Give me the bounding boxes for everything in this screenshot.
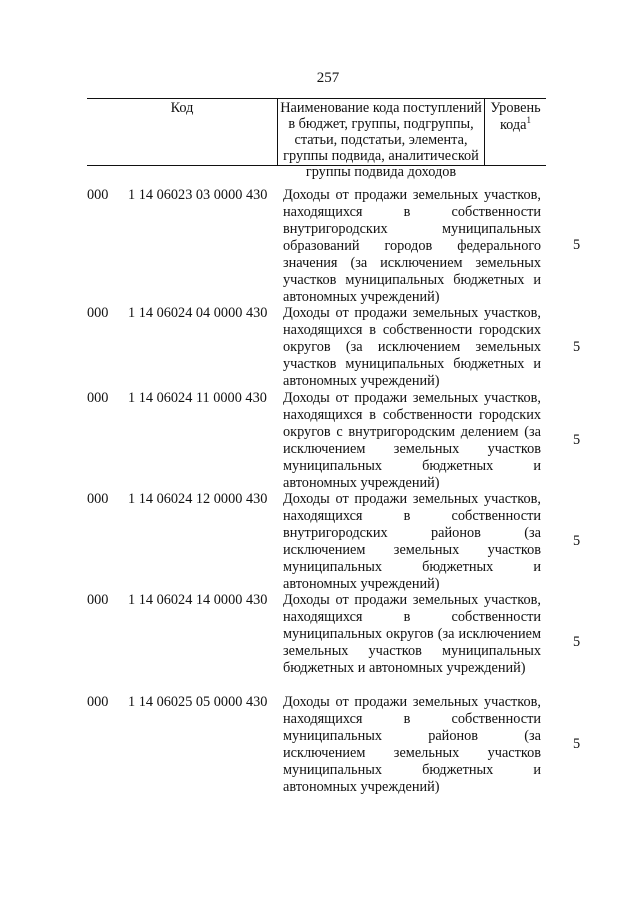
header-level [485,100,546,134]
row-level: 5 [573,736,581,752]
row-code: 1 14 06024 12 0000 430 [128,491,268,507]
row-prefix: 000 [87,187,109,203]
row-code: 1 14 06024 04 0000 430 [128,305,268,321]
row-level: 5 [573,339,581,355]
row-name: Доходы от продажи земельных участков, находящихся в собственности городских округов с внутригородским делением (за исключением земельных участков муниципальных бюджетных и автономных учреждений) [283,390,541,491]
row-name: Доходы от продажи земельных участков, находящихся в собственности внутригородских муниципальных образований городов федерального значения (за исключением земельных участков муниципальных бюджетных и автономных учреждений) [283,187,541,305]
header-code: Код [170,100,194,116]
row-prefix: 000 [87,592,109,608]
row-name: Доходы от продажи земельных участков, находящихся в собственности муниципальных районов (за исключением земельных участков муниципальных бюджетных и автономных учреждений) [283,694,541,795]
row-level: 5 [573,237,581,253]
row-level: 5 [573,533,581,549]
row-prefix: 000 [87,305,109,321]
row-prefix: 000 [87,694,109,710]
row-level: 5 [573,634,581,650]
row-code: 1 14 06023 03 0000 430 [128,187,268,203]
footnote-marker: 1 [526,115,532,126]
row-prefix: 000 [87,491,109,507]
row-level: 5 [573,432,581,448]
header-name: Наименование кода поступлений в бюджет, группы, подгруппы, статьи, подстатьи, элемента, группы подвида, аналитической группы подвида доходов [280,100,482,180]
row-name: Доходы от продажи земельных участков, находящихся в собственности внутригородских районов (за исключением земельных участков муниципальных бюджетных и автономных учреждений) [283,491,541,592]
row-code: 1 14 06024 11 0000 430 [128,390,267,406]
row-name: Доходы от продажи земельных участков, находящихся в собственности городских округов (за исключением земельных участков муниципальных бюджетных и автономных учреждений) [283,305,541,389]
row-prefix: 000 [87,390,109,406]
page-number: 257 [316,70,340,86]
row-code: 1 14 06024 14 0000 430 [128,592,268,608]
table-header [87,98,546,180]
row-code: 1 14 06025 05 0000 430 [128,694,268,710]
header-level-label: Уровень кода [490,100,541,133]
row-name: Доходы от продажи земельных участков, находящихся в собственности муниципальных округов (за исключением земельных участков муниципальных бюджетных и автономных учреждений) [283,592,541,676]
